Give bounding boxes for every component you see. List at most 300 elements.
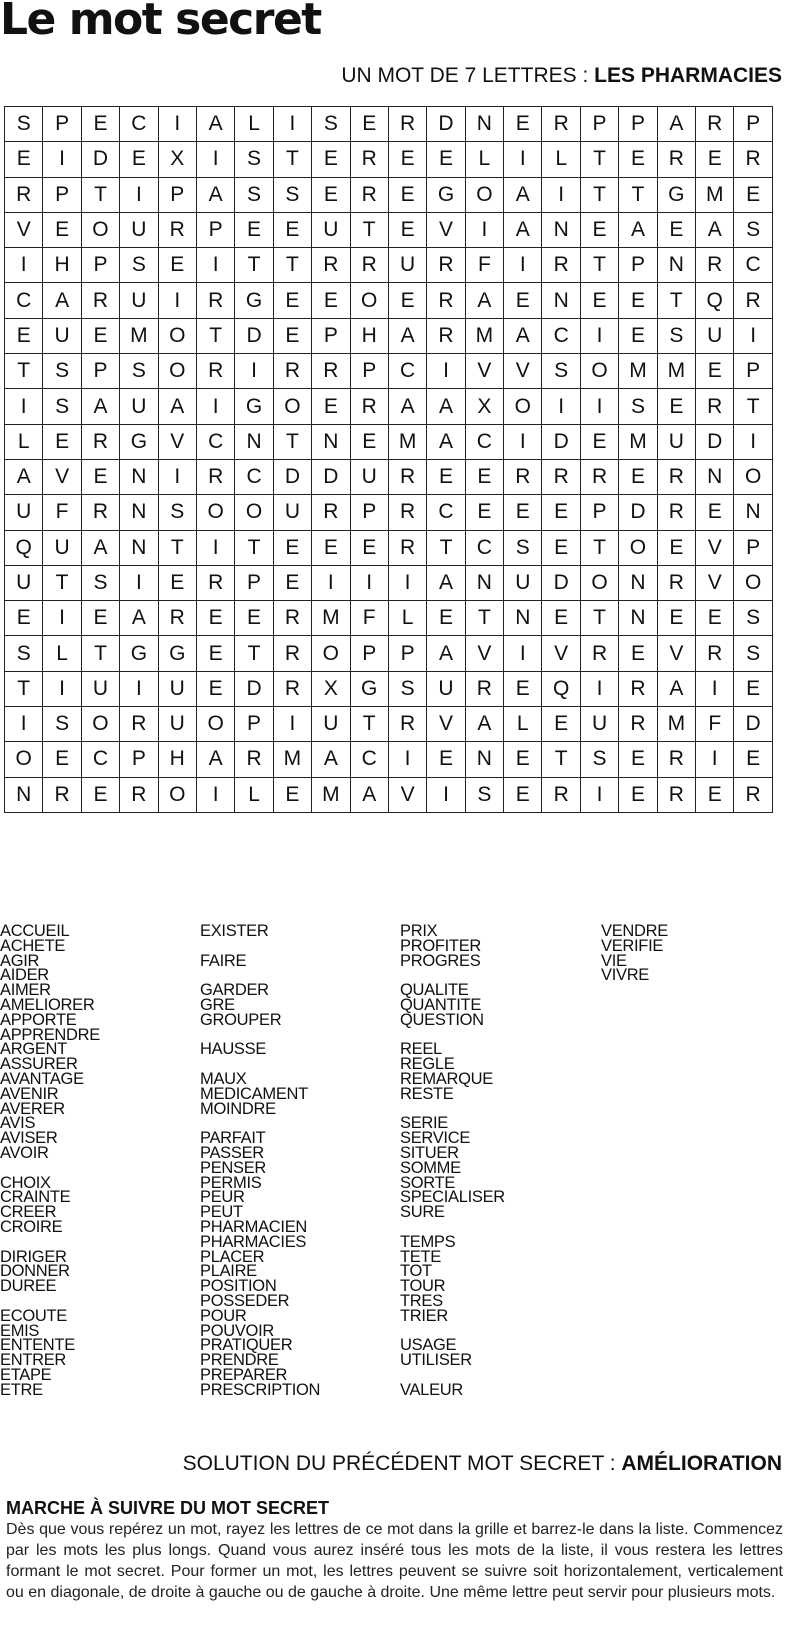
grid-cell[interactable]: I: [158, 283, 196, 318]
grid-cell[interactable]: T: [235, 248, 273, 283]
grid-cell[interactable]: F: [696, 707, 734, 742]
grid-cell[interactable]: I: [158, 107, 196, 142]
grid-cell[interactable]: E: [580, 283, 618, 318]
grid-cell[interactable]: A: [427, 636, 465, 671]
grid-cell[interactable]: O: [235, 495, 273, 530]
grid-cell[interactable]: M: [619, 354, 657, 389]
grid-cell[interactable]: I: [273, 107, 311, 142]
grid-cell[interactable]: A: [465, 707, 503, 742]
grid-cell[interactable]: E: [5, 318, 43, 353]
grid-cell[interactable]: F: [465, 248, 503, 283]
grid-cell[interactable]: T: [273, 424, 311, 459]
grid-cell[interactable]: I: [196, 530, 234, 565]
grid-cell[interactable]: E: [427, 601, 465, 636]
grid-cell[interactable]: A: [196, 107, 234, 142]
grid-cell[interactable]: P: [734, 530, 772, 565]
grid-cell[interactable]: O: [158, 318, 196, 353]
grid-cell[interactable]: R: [350, 248, 388, 283]
grid-cell[interactable]: I: [696, 742, 734, 777]
grid-cell[interactable]: F: [350, 601, 388, 636]
grid-cell[interactable]: E: [196, 601, 234, 636]
grid-cell[interactable]: A: [312, 742, 350, 777]
grid-cell[interactable]: S: [465, 777, 503, 812]
grid-cell[interactable]: T: [580, 248, 618, 283]
grid-cell[interactable]: R: [580, 459, 618, 494]
grid-cell[interactable]: E: [120, 142, 158, 177]
grid-cell[interactable]: P: [81, 248, 119, 283]
grid-cell[interactable]: E: [734, 742, 772, 777]
grid-cell[interactable]: N: [465, 742, 503, 777]
grid-cell[interactable]: C: [465, 424, 503, 459]
grid-cell[interactable]: O: [350, 283, 388, 318]
grid-cell[interactable]: N: [657, 248, 695, 283]
grid-cell[interactable]: L: [465, 142, 503, 177]
grid-cell[interactable]: A: [350, 777, 388, 812]
grid-cell[interactable]: E: [81, 459, 119, 494]
grid-cell[interactable]: V: [43, 459, 81, 494]
grid-cell[interactable]: I: [580, 777, 618, 812]
grid-cell[interactable]: U: [388, 248, 426, 283]
grid-cell[interactable]: T: [350, 212, 388, 247]
grid-cell[interactable]: U: [273, 495, 311, 530]
grid-cell[interactable]: O: [312, 636, 350, 671]
grid-cell[interactable]: T: [542, 742, 580, 777]
grid-cell[interactable]: P: [580, 107, 618, 142]
grid-cell[interactable]: I: [427, 777, 465, 812]
grid-cell[interactable]: R: [120, 777, 158, 812]
grid-cell[interactable]: R: [657, 565, 695, 600]
grid-cell[interactable]: P: [734, 107, 772, 142]
grid-cell[interactable]: N: [696, 459, 734, 494]
grid-cell[interactable]: T: [5, 671, 43, 706]
grid-cell[interactable]: R: [350, 177, 388, 212]
grid-cell[interactable]: O: [81, 707, 119, 742]
grid-cell[interactable]: D: [427, 107, 465, 142]
grid-cell[interactable]: E: [388, 283, 426, 318]
grid-cell[interactable]: U: [43, 318, 81, 353]
grid-cell[interactable]: E: [273, 212, 311, 247]
grid-cell[interactable]: S: [388, 671, 426, 706]
grid-cell[interactable]: E: [619, 283, 657, 318]
grid-cell[interactable]: T: [235, 636, 273, 671]
grid-cell[interactable]: R: [657, 742, 695, 777]
grid-cell[interactable]: L: [504, 707, 542, 742]
grid-cell[interactable]: S: [657, 318, 695, 353]
grid-cell[interactable]: E: [312, 283, 350, 318]
grid-cell[interactable]: A: [388, 318, 426, 353]
grid-cell[interactable]: R: [350, 389, 388, 424]
grid-cell[interactable]: I: [734, 318, 772, 353]
grid-cell[interactable]: R: [388, 459, 426, 494]
grid-cell[interactable]: A: [427, 389, 465, 424]
grid-cell[interactable]: T: [235, 530, 273, 565]
grid-cell[interactable]: A: [504, 177, 542, 212]
grid-cell[interactable]: R: [734, 142, 772, 177]
grid-cell[interactable]: A: [657, 671, 695, 706]
grid-cell[interactable]: I: [43, 142, 81, 177]
grid-cell[interactable]: A: [619, 212, 657, 247]
grid-cell[interactable]: E: [312, 389, 350, 424]
grid-cell[interactable]: N: [734, 495, 772, 530]
grid-cell[interactable]: R: [81, 495, 119, 530]
grid-cell[interactable]: I: [542, 389, 580, 424]
grid-cell[interactable]: E: [273, 283, 311, 318]
grid-cell[interactable]: U: [158, 707, 196, 742]
grid-cell[interactable]: L: [5, 424, 43, 459]
grid-cell[interactable]: T: [580, 601, 618, 636]
grid-cell[interactable]: O: [196, 707, 234, 742]
grid-cell[interactable]: M: [619, 424, 657, 459]
grid-cell[interactable]: I: [580, 671, 618, 706]
grid-cell[interactable]: R: [158, 212, 196, 247]
grid-cell[interactable]: E: [235, 212, 273, 247]
grid-cell[interactable]: R: [542, 107, 580, 142]
grid-cell[interactable]: I: [5, 707, 43, 742]
grid-cell[interactable]: R: [542, 248, 580, 283]
grid-cell[interactable]: E: [657, 530, 695, 565]
grid-cell[interactable]: V: [158, 424, 196, 459]
grid-cell[interactable]: I: [388, 742, 426, 777]
grid-cell[interactable]: D: [81, 142, 119, 177]
grid-cell[interactable]: R: [504, 459, 542, 494]
grid-cell[interactable]: S: [120, 354, 158, 389]
grid-cell[interactable]: P: [235, 707, 273, 742]
grid-cell[interactable]: I: [580, 318, 618, 353]
grid-cell[interactable]: I: [504, 142, 542, 177]
grid-cell[interactable]: Q: [5, 530, 43, 565]
grid-cell[interactable]: V: [696, 530, 734, 565]
grid-cell[interactable]: R: [734, 283, 772, 318]
grid-cell[interactable]: T: [158, 530, 196, 565]
grid-cell[interactable]: D: [696, 424, 734, 459]
grid-cell[interactable]: A: [5, 459, 43, 494]
grid-cell[interactable]: S: [81, 565, 119, 600]
grid-cell[interactable]: T: [657, 283, 695, 318]
grid-cell[interactable]: T: [580, 530, 618, 565]
grid-cell[interactable]: E: [619, 636, 657, 671]
grid-cell[interactable]: O: [619, 530, 657, 565]
grid-cell[interactable]: R: [427, 318, 465, 353]
grid-cell[interactable]: S: [5, 107, 43, 142]
grid-cell[interactable]: R: [657, 495, 695, 530]
grid-cell[interactable]: S: [580, 742, 618, 777]
grid-cell[interactable]: V: [696, 565, 734, 600]
grid-cell[interactable]: A: [504, 318, 542, 353]
grid-cell[interactable]: S: [312, 107, 350, 142]
grid-cell[interactable]: S: [120, 248, 158, 283]
grid-cell[interactable]: D: [619, 495, 657, 530]
grid-cell[interactable]: E: [696, 142, 734, 177]
grid-cell[interactable]: M: [657, 707, 695, 742]
grid-cell[interactable]: V: [388, 777, 426, 812]
grid-cell[interactable]: G: [120, 424, 158, 459]
grid-cell[interactable]: E: [235, 601, 273, 636]
grid-cell[interactable]: C: [542, 318, 580, 353]
grid-cell[interactable]: U: [158, 671, 196, 706]
grid-cell[interactable]: O: [5, 742, 43, 777]
grid-cell[interactable]: E: [43, 424, 81, 459]
grid-cell[interactable]: I: [504, 636, 542, 671]
grid-cell[interactable]: S: [734, 636, 772, 671]
grid-cell[interactable]: E: [158, 248, 196, 283]
grid-cell[interactable]: E: [504, 495, 542, 530]
grid-cell[interactable]: M: [465, 318, 503, 353]
grid-cell[interactable]: T: [465, 601, 503, 636]
grid-cell[interactable]: A: [657, 107, 695, 142]
grid-cell[interactable]: I: [43, 601, 81, 636]
grid-cell[interactable]: E: [312, 177, 350, 212]
grid-cell[interactable]: X: [312, 671, 350, 706]
grid-cell[interactable]: M: [657, 354, 695, 389]
grid-cell[interactable]: A: [81, 530, 119, 565]
grid-cell[interactable]: U: [657, 424, 695, 459]
grid-cell[interactable]: M: [273, 742, 311, 777]
grid-cell[interactable]: S: [5, 636, 43, 671]
grid-cell[interactable]: G: [350, 671, 388, 706]
grid-cell[interactable]: R: [273, 354, 311, 389]
grid-cell[interactable]: N: [312, 424, 350, 459]
grid-cell[interactable]: R: [312, 354, 350, 389]
grid-cell[interactable]: A: [196, 742, 234, 777]
grid-cell[interactable]: I: [734, 424, 772, 459]
grid-cell[interactable]: V: [5, 212, 43, 247]
grid-cell[interactable]: R: [696, 107, 734, 142]
grid-cell[interactable]: N: [542, 212, 580, 247]
grid-cell[interactable]: P: [158, 177, 196, 212]
grid-cell[interactable]: E: [619, 459, 657, 494]
grid-cell[interactable]: X: [158, 142, 196, 177]
grid-cell[interactable]: U: [580, 707, 618, 742]
grid-cell[interactable]: A: [196, 177, 234, 212]
grid-cell[interactable]: G: [657, 177, 695, 212]
grid-cell[interactable]: R: [196, 459, 234, 494]
grid-cell[interactable]: E: [542, 495, 580, 530]
grid-cell[interactable]: O: [158, 354, 196, 389]
grid-cell[interactable]: C: [120, 107, 158, 142]
grid-cell[interactable]: O: [734, 459, 772, 494]
grid-cell[interactable]: U: [696, 318, 734, 353]
grid-cell[interactable]: I: [120, 671, 158, 706]
grid-cell[interactable]: R: [542, 777, 580, 812]
grid-cell[interactable]: T: [5, 354, 43, 389]
grid-cell[interactable]: D: [235, 318, 273, 353]
grid-cell[interactable]: C: [734, 248, 772, 283]
grid-cell[interactable]: U: [504, 565, 542, 600]
grid-cell[interactable]: E: [657, 389, 695, 424]
grid-cell[interactable]: M: [312, 601, 350, 636]
grid-cell[interactable]: P: [619, 248, 657, 283]
grid-cell[interactable]: I: [504, 248, 542, 283]
grid-cell[interactable]: N: [120, 459, 158, 494]
grid-cell[interactable]: I: [580, 389, 618, 424]
grid-cell[interactable]: U: [120, 212, 158, 247]
grid-cell[interactable]: A: [504, 212, 542, 247]
grid-cell[interactable]: I: [5, 248, 43, 283]
grid-cell[interactable]: E: [504, 283, 542, 318]
grid-cell[interactable]: U: [312, 707, 350, 742]
grid-cell[interactable]: A: [120, 601, 158, 636]
grid-cell[interactable]: Q: [696, 283, 734, 318]
grid-cell[interactable]: R: [657, 142, 695, 177]
grid-cell[interactable]: E: [734, 671, 772, 706]
grid-cell[interactable]: E: [542, 707, 580, 742]
grid-cell[interactable]: U: [5, 495, 43, 530]
grid-cell[interactable]: U: [120, 283, 158, 318]
grid-cell[interactable]: I: [427, 354, 465, 389]
grid-cell[interactable]: E: [196, 671, 234, 706]
grid-cell[interactable]: E: [542, 601, 580, 636]
grid-cell[interactable]: D: [273, 459, 311, 494]
grid-cell[interactable]: V: [465, 354, 503, 389]
grid-cell[interactable]: E: [81, 107, 119, 142]
grid-cell[interactable]: E: [465, 459, 503, 494]
grid-cell[interactable]: I: [120, 177, 158, 212]
grid-cell[interactable]: E: [657, 212, 695, 247]
grid-cell[interactable]: R: [657, 777, 695, 812]
grid-cell[interactable]: A: [43, 283, 81, 318]
grid-cell[interactable]: O: [81, 212, 119, 247]
grid-cell[interactable]: R: [81, 283, 119, 318]
grid-cell[interactable]: R: [158, 601, 196, 636]
grid-cell[interactable]: N: [504, 601, 542, 636]
grid-cell[interactable]: P: [43, 177, 81, 212]
grid-cell[interactable]: E: [696, 777, 734, 812]
grid-cell[interactable]: O: [580, 565, 618, 600]
grid-cell[interactable]: E: [388, 177, 426, 212]
grid-cell[interactable]: V: [427, 212, 465, 247]
grid-cell[interactable]: O: [196, 495, 234, 530]
grid-cell[interactable]: M: [696, 177, 734, 212]
grid-cell[interactable]: N: [5, 777, 43, 812]
grid-cell[interactable]: U: [350, 459, 388, 494]
grid-cell[interactable]: I: [158, 459, 196, 494]
grid-cell[interactable]: E: [312, 530, 350, 565]
grid-cell[interactable]: R: [312, 248, 350, 283]
grid-cell[interactable]: R: [120, 707, 158, 742]
grid-cell[interactable]: P: [81, 354, 119, 389]
grid-cell[interactable]: C: [81, 742, 119, 777]
grid-cell[interactable]: A: [388, 389, 426, 424]
grid-cell[interactable]: O: [734, 565, 772, 600]
grid-cell[interactable]: R: [273, 601, 311, 636]
grid-cell[interactable]: P: [580, 495, 618, 530]
grid-cell[interactable]: T: [734, 389, 772, 424]
grid-cell[interactable]: E: [580, 212, 618, 247]
grid-cell[interactable]: E: [619, 777, 657, 812]
grid-cell[interactable]: R: [657, 459, 695, 494]
grid-cell[interactable]: P: [196, 212, 234, 247]
grid-cell[interactable]: E: [427, 742, 465, 777]
grid-cell[interactable]: E: [542, 530, 580, 565]
grid-cell[interactable]: T: [427, 530, 465, 565]
grid-cell[interactable]: S: [235, 177, 273, 212]
grid-cell[interactable]: R: [196, 283, 234, 318]
grid-cell[interactable]: E: [465, 495, 503, 530]
grid-cell[interactable]: T: [273, 142, 311, 177]
grid-cell[interactable]: R: [5, 177, 43, 212]
grid-cell[interactable]: L: [43, 636, 81, 671]
grid-cell[interactable]: H: [158, 742, 196, 777]
grid-cell[interactable]: S: [734, 212, 772, 247]
grid-cell[interactable]: E: [657, 601, 695, 636]
grid-cell[interactable]: R: [388, 495, 426, 530]
grid-cell[interactable]: N: [235, 424, 273, 459]
grid-cell[interactable]: R: [273, 636, 311, 671]
grid-cell[interactable]: S: [542, 354, 580, 389]
grid-cell[interactable]: I: [504, 424, 542, 459]
grid-cell[interactable]: E: [504, 777, 542, 812]
grid-cell[interactable]: L: [542, 142, 580, 177]
grid-cell[interactable]: N: [465, 565, 503, 600]
grid-cell[interactable]: V: [657, 636, 695, 671]
grid-cell[interactable]: R: [235, 742, 273, 777]
grid-cell[interactable]: E: [350, 424, 388, 459]
grid-cell[interactable]: V: [504, 354, 542, 389]
grid-cell[interactable]: H: [43, 248, 81, 283]
grid-cell[interactable]: S: [158, 495, 196, 530]
grid-cell[interactable]: S: [619, 389, 657, 424]
grid-cell[interactable]: M: [388, 424, 426, 459]
grid-cell[interactable]: I: [388, 565, 426, 600]
grid-cell[interactable]: I: [542, 177, 580, 212]
grid-cell[interactable]: P: [350, 636, 388, 671]
grid-cell[interactable]: S: [273, 177, 311, 212]
grid-cell[interactable]: P: [619, 107, 657, 142]
grid-cell[interactable]: P: [235, 565, 273, 600]
grid-cell[interactable]: R: [43, 777, 81, 812]
grid-cell[interactable]: R: [273, 671, 311, 706]
grid-cell[interactable]: R: [619, 671, 657, 706]
grid-cell[interactable]: E: [580, 424, 618, 459]
grid-cell[interactable]: C: [196, 424, 234, 459]
grid-cell[interactable]: P: [734, 354, 772, 389]
grid-cell[interactable]: I: [196, 777, 234, 812]
grid-cell[interactable]: R: [388, 530, 426, 565]
grid-cell[interactable]: I: [465, 212, 503, 247]
grid-cell[interactable]: I: [312, 565, 350, 600]
grid-cell[interactable]: E: [696, 495, 734, 530]
grid-cell[interactable]: U: [312, 212, 350, 247]
grid-cell[interactable]: T: [81, 636, 119, 671]
grid-cell[interactable]: E: [273, 777, 311, 812]
grid-cell[interactable]: C: [235, 459, 273, 494]
grid-cell[interactable]: E: [43, 742, 81, 777]
grid-cell[interactable]: R: [580, 636, 618, 671]
grid-cell[interactable]: A: [696, 212, 734, 247]
grid-cell[interactable]: E: [5, 601, 43, 636]
grid-cell[interactable]: C: [350, 742, 388, 777]
grid-cell[interactable]: N: [120, 530, 158, 565]
grid-cell[interactable]: R: [427, 283, 465, 318]
grid-cell[interactable]: L: [235, 777, 273, 812]
grid-cell[interactable]: A: [81, 389, 119, 424]
grid-cell[interactable]: I: [43, 671, 81, 706]
grid-cell[interactable]: E: [158, 565, 196, 600]
grid-cell[interactable]: T: [43, 565, 81, 600]
grid-cell[interactable]: F: [43, 495, 81, 530]
grid-cell[interactable]: R: [542, 459, 580, 494]
grid-cell[interactable]: T: [619, 177, 657, 212]
grid-cell[interactable]: R: [196, 354, 234, 389]
grid-cell[interactable]: E: [388, 142, 426, 177]
grid-cell[interactable]: L: [388, 601, 426, 636]
grid-cell[interactable]: C: [388, 354, 426, 389]
grid-cell[interactable]: G: [427, 177, 465, 212]
grid-cell[interactable]: E: [696, 601, 734, 636]
grid-cell[interactable]: C: [465, 530, 503, 565]
grid-cell[interactable]: E: [696, 354, 734, 389]
grid-cell[interactable]: S: [235, 142, 273, 177]
